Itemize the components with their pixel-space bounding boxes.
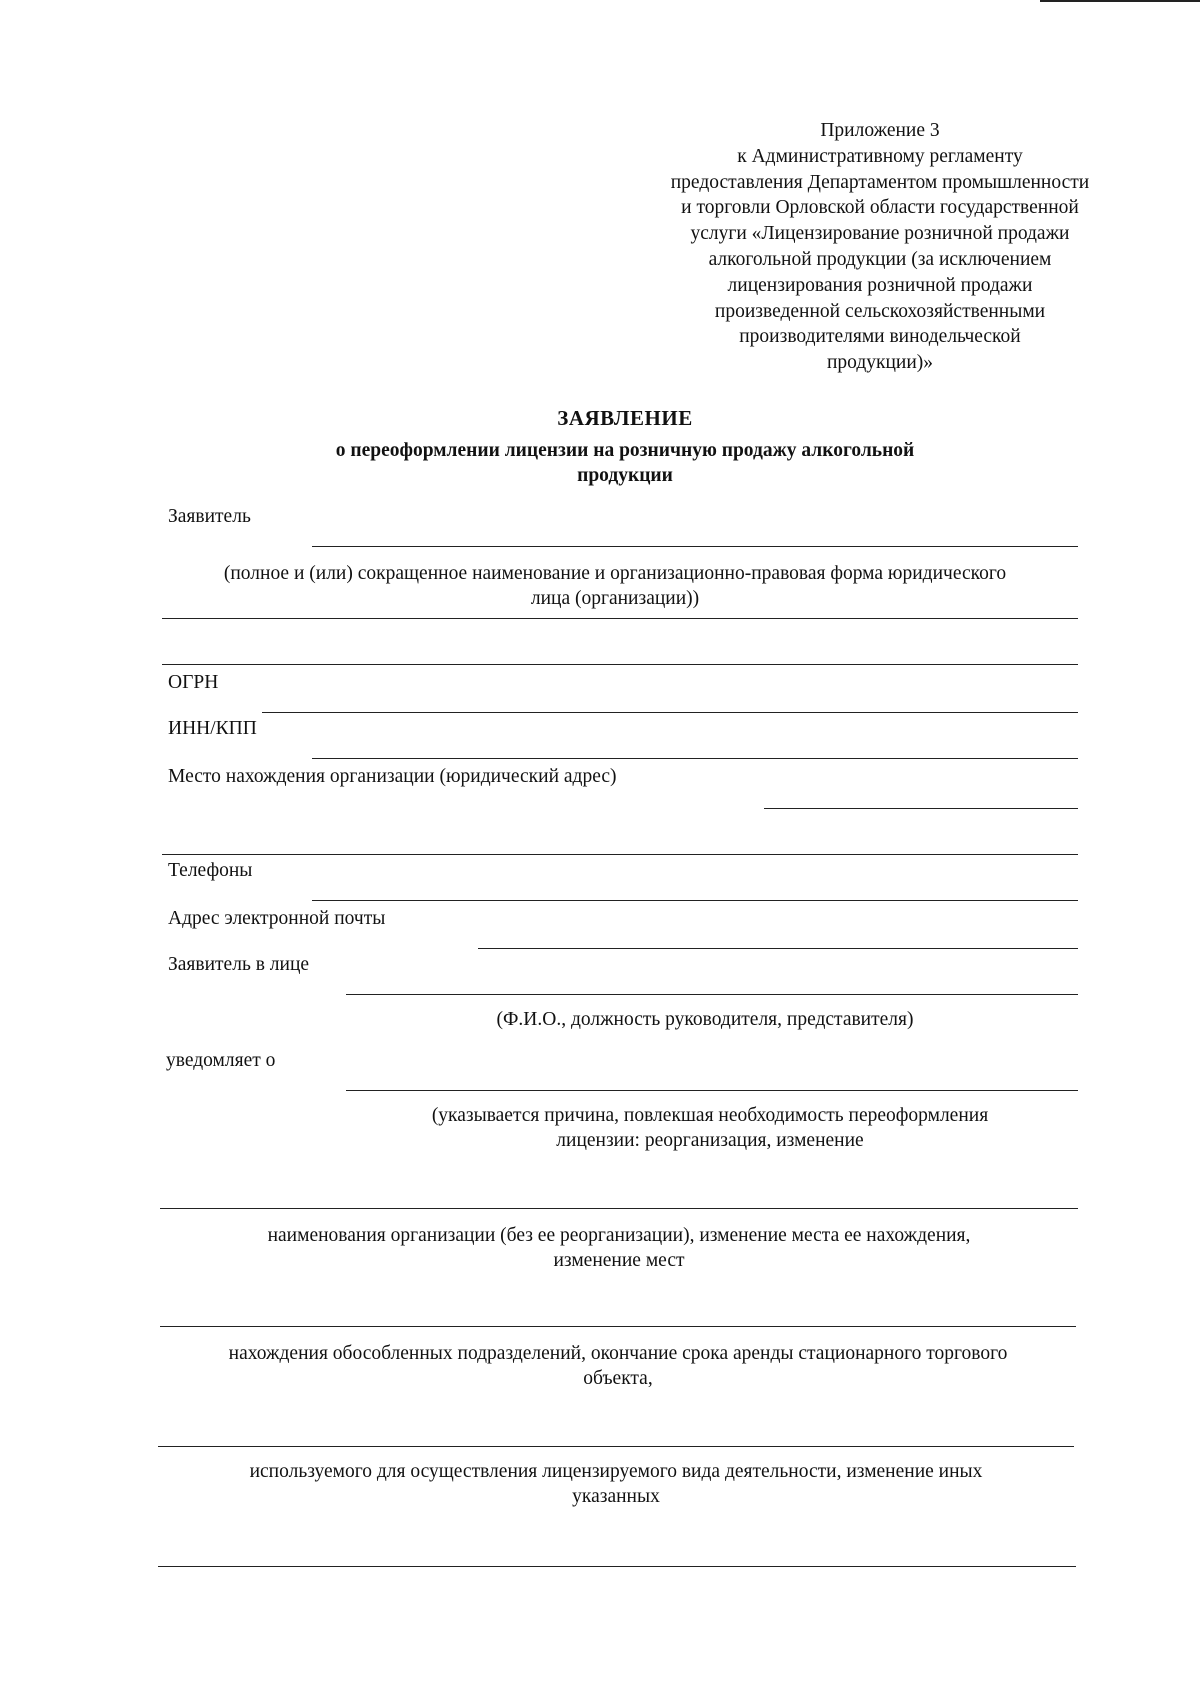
inn-kpp-label: ИНН/КПП [168, 718, 257, 739]
represented-by-caption [430, 1007, 980, 1032]
address-field[interactable] [764, 808, 1078, 809]
reason-field-continued[interactable] [158, 1446, 1074, 1447]
reason-field-continued[interactable] [158, 1566, 1076, 1567]
applicant-name-field[interactable] [312, 546, 1078, 547]
document-title: ЗАЯВЛЕНИЕ [557, 406, 693, 430]
applicant-caption [150, 561, 1080, 611]
address-label: Место нахождения организации (юридический адрес) [168, 766, 617, 787]
applicant-name-field-continued[interactable] [162, 618, 1078, 619]
caption-line: нахождения обособленных подразделений, окончание срока аренды стационарного торгового [228, 1343, 1008, 1364]
applicant-label: Заявитель [168, 506, 251, 527]
reason-caption-1 [380, 1103, 1040, 1153]
address-field-continued[interactable] [162, 854, 1078, 855]
appendix-line: предоставления Департаментом промышленности [670, 171, 1090, 193]
email-field[interactable] [478, 948, 1078, 949]
phones-field[interactable] [312, 900, 1078, 901]
appendix-line: продукции)» [826, 352, 934, 374]
caption-line: изменение мест [553, 1250, 685, 1271]
reason-field-continued[interactable] [160, 1208, 1078, 1209]
inn-kpp-field[interactable] [312, 758, 1078, 759]
scan-edge-mark [1040, 0, 1200, 2]
represented-by-label: Заявитель в лице [168, 954, 310, 975]
document-subtitle [250, 438, 1000, 488]
caption-line: объекта, [583, 1368, 653, 1389]
caption-line: (указывается причина, повлекшая необходимость переоформления [431, 1105, 989, 1126]
email-label: Адрес электронной почты [168, 908, 386, 929]
appendix-line: лицензирования розничной продажи [727, 274, 1033, 296]
reason-caption-4 [158, 1459, 1074, 1509]
ogrn-field[interactable] [262, 712, 1078, 713]
represented-by-field[interactable] [346, 994, 1078, 995]
subtitle-line: продукции [577, 465, 673, 486]
appendix-line: алкогольной продукции (за исключением [708, 248, 1052, 270]
caption-line: используемого для осуществления лицензируемого вида деятельности, изменение иных [249, 1461, 983, 1482]
appendix-line: произведенной сельскохозяйственными [714, 300, 1046, 322]
notifies-label: уведомляет о [166, 1050, 276, 1071]
caption-line: (Ф.И.О., должность руководителя, представителя) [496, 1009, 914, 1030]
appendix-header [610, 118, 1150, 376]
appendix-line: Приложение 3 [820, 120, 940, 141]
reason-field-continued[interactable] [160, 1326, 1076, 1327]
applicant-name-field-continued[interactable] [162, 664, 1078, 665]
appendix-line: производителями винодельческой [739, 326, 1021, 348]
caption-line: лица (организации)) [530, 588, 700, 609]
appendix-line: услуги «Лицензирование розничной продажи [690, 223, 1070, 245]
caption-line: указанных [572, 1486, 660, 1507]
appendix-line: и торговли Орловской области государственной [681, 197, 1079, 219]
reason-field[interactable] [346, 1090, 1078, 1091]
reason-caption-2 [160, 1223, 1078, 1273]
reason-caption-3 [160, 1341, 1076, 1391]
caption-line: (полное и (или) сокращенное наименование и организационно-правовая форма юридического [223, 563, 1007, 584]
phones-label: Телефоны [168, 860, 253, 881]
caption-line: лицензии: реорганизация, изменение [556, 1130, 864, 1151]
subtitle-line: о переоформлении лицензии на розничную продажу алкогольной [335, 440, 915, 461]
appendix-line: к Административному регламенту [737, 145, 1023, 167]
caption-line: наименования организации (без ее реорганизации), изменение места ее нахождения, [267, 1225, 971, 1246]
ogrn-label: ОГРН [168, 672, 219, 693]
